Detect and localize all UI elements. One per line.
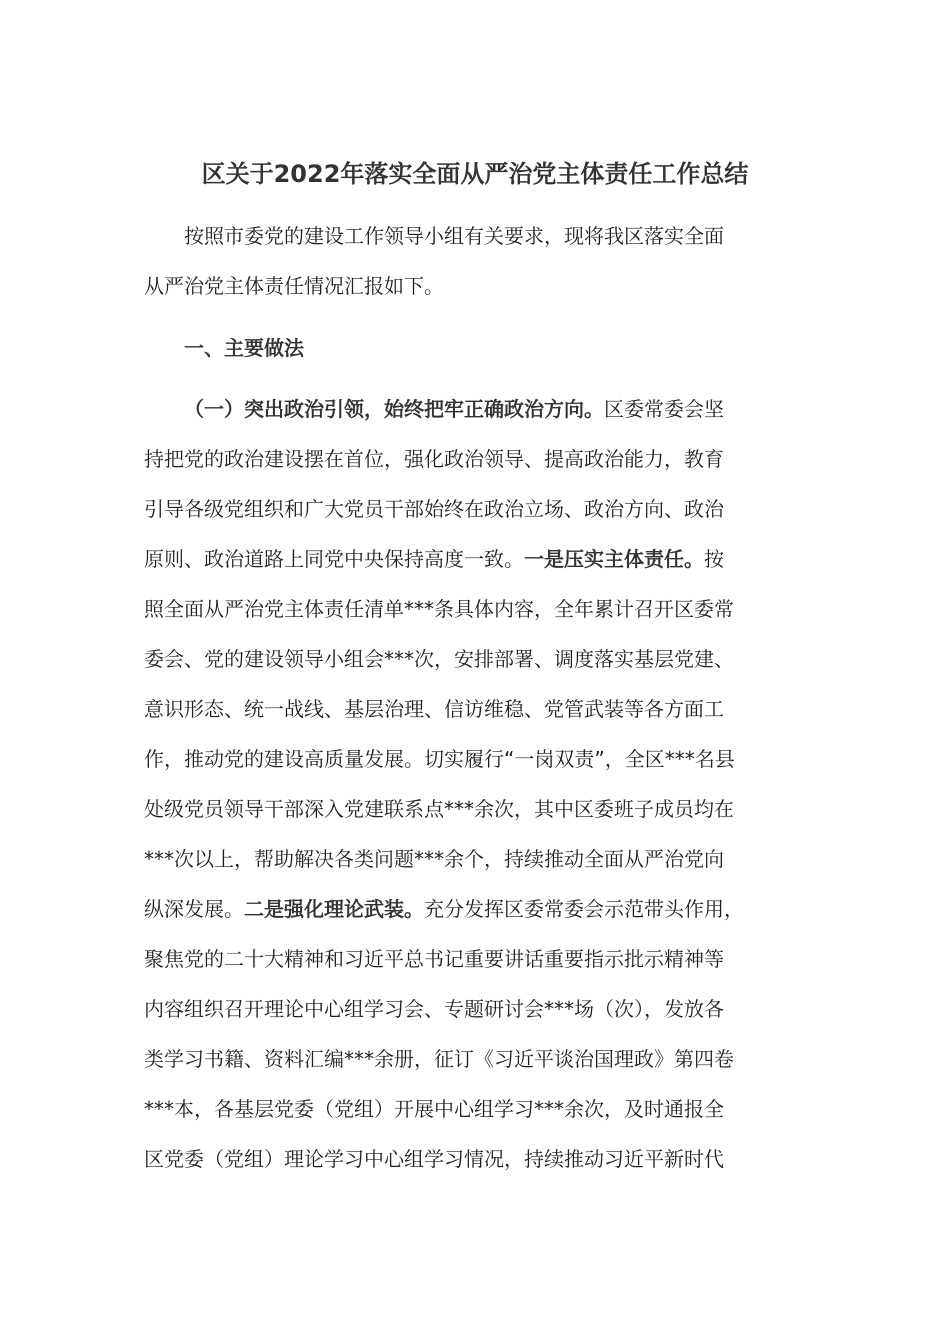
intro-line-1: 按照市委党的建设工作领导小组有关要求，现将我区落实全面 xyxy=(184,224,724,248)
paragraph-line-12: 聚焦党的二十大精神和习近平总书记重要讲话重要指示批示精神等 xyxy=(144,947,724,971)
paragraph-line-15: ***本，各基层党委（党组）开展中心组学习***余次，及时通报全 xyxy=(144,1097,724,1121)
subsection-heading: （一）突出政治引领，始终把牢正确政治方向。 xyxy=(184,397,604,421)
paragraph-line-11 xyxy=(144,893,744,925)
paragraph-line-6: 委会、党的建设领导小组会***次，安排部署、调度落实基层党建、 xyxy=(144,647,734,671)
paragraph-line-3: 引导各级党组织和广大党员干部始终在政治立场、政治方向、政治 xyxy=(144,497,724,521)
paragraph-text: 按 xyxy=(704,547,724,571)
intro-line-2: 从严治党主体责任情况汇报如下。 xyxy=(144,274,444,298)
paragraph-line-14: 类学习书籍、资料汇编***余册，征订《习近平谈治国理政》第四卷 xyxy=(144,1047,734,1071)
paragraph-line-1 xyxy=(184,393,724,425)
section-heading: 一、主要做法 xyxy=(184,336,304,360)
point-label: 一是压实主体责任。 xyxy=(524,547,704,571)
paragraph-line-4 xyxy=(144,543,724,575)
paragraph-text: 区委常委会坚 xyxy=(604,397,724,421)
paragraph-line-16: 区党委（党组）理论学习中心组学习情况，持续推动习近平新时代 xyxy=(144,1147,724,1171)
paragraph-text: 纵深发展。 xyxy=(144,897,244,921)
paragraph-line-2: 持把党的政治建设摆在首位，强化政治领导、提高政治能力，教育 xyxy=(144,447,724,471)
paragraph-text: 充分发挥区委常委会示范带头作用， xyxy=(424,897,744,921)
paragraph-line-8: 作，推动党的建设高质量发展。切实履行“一岗双责”，全区***名县 xyxy=(144,747,735,771)
paragraph-line-7: 意识形态、统一战线、基层治理、信访维稳、党管武装等各方面工 xyxy=(144,697,724,721)
point-label: 二是强化理论武装。 xyxy=(244,897,424,921)
paragraph-line-9: 处级党员领导干部深入党建联系点***余次，其中区委班子成员均在 xyxy=(144,797,734,821)
paragraph-text: 原则、政治道路上同党中央保持高度一致。 xyxy=(144,547,524,571)
paragraph-line-13: 内容组织召开理论中心组学习会、专题研讨会***场（次），发放各 xyxy=(144,997,724,1021)
paragraph-line-10: ***次以上，帮助解决各类问题***余个，持续推动全面从严治党向 xyxy=(144,847,724,871)
document-title: 区关于2022年落实全面从严治党主体责任工作总结 xyxy=(201,160,749,188)
paragraph-line-5: 照全面从严治党主体责任清单***条具体内容，全年累计召开区委常 xyxy=(144,597,734,621)
